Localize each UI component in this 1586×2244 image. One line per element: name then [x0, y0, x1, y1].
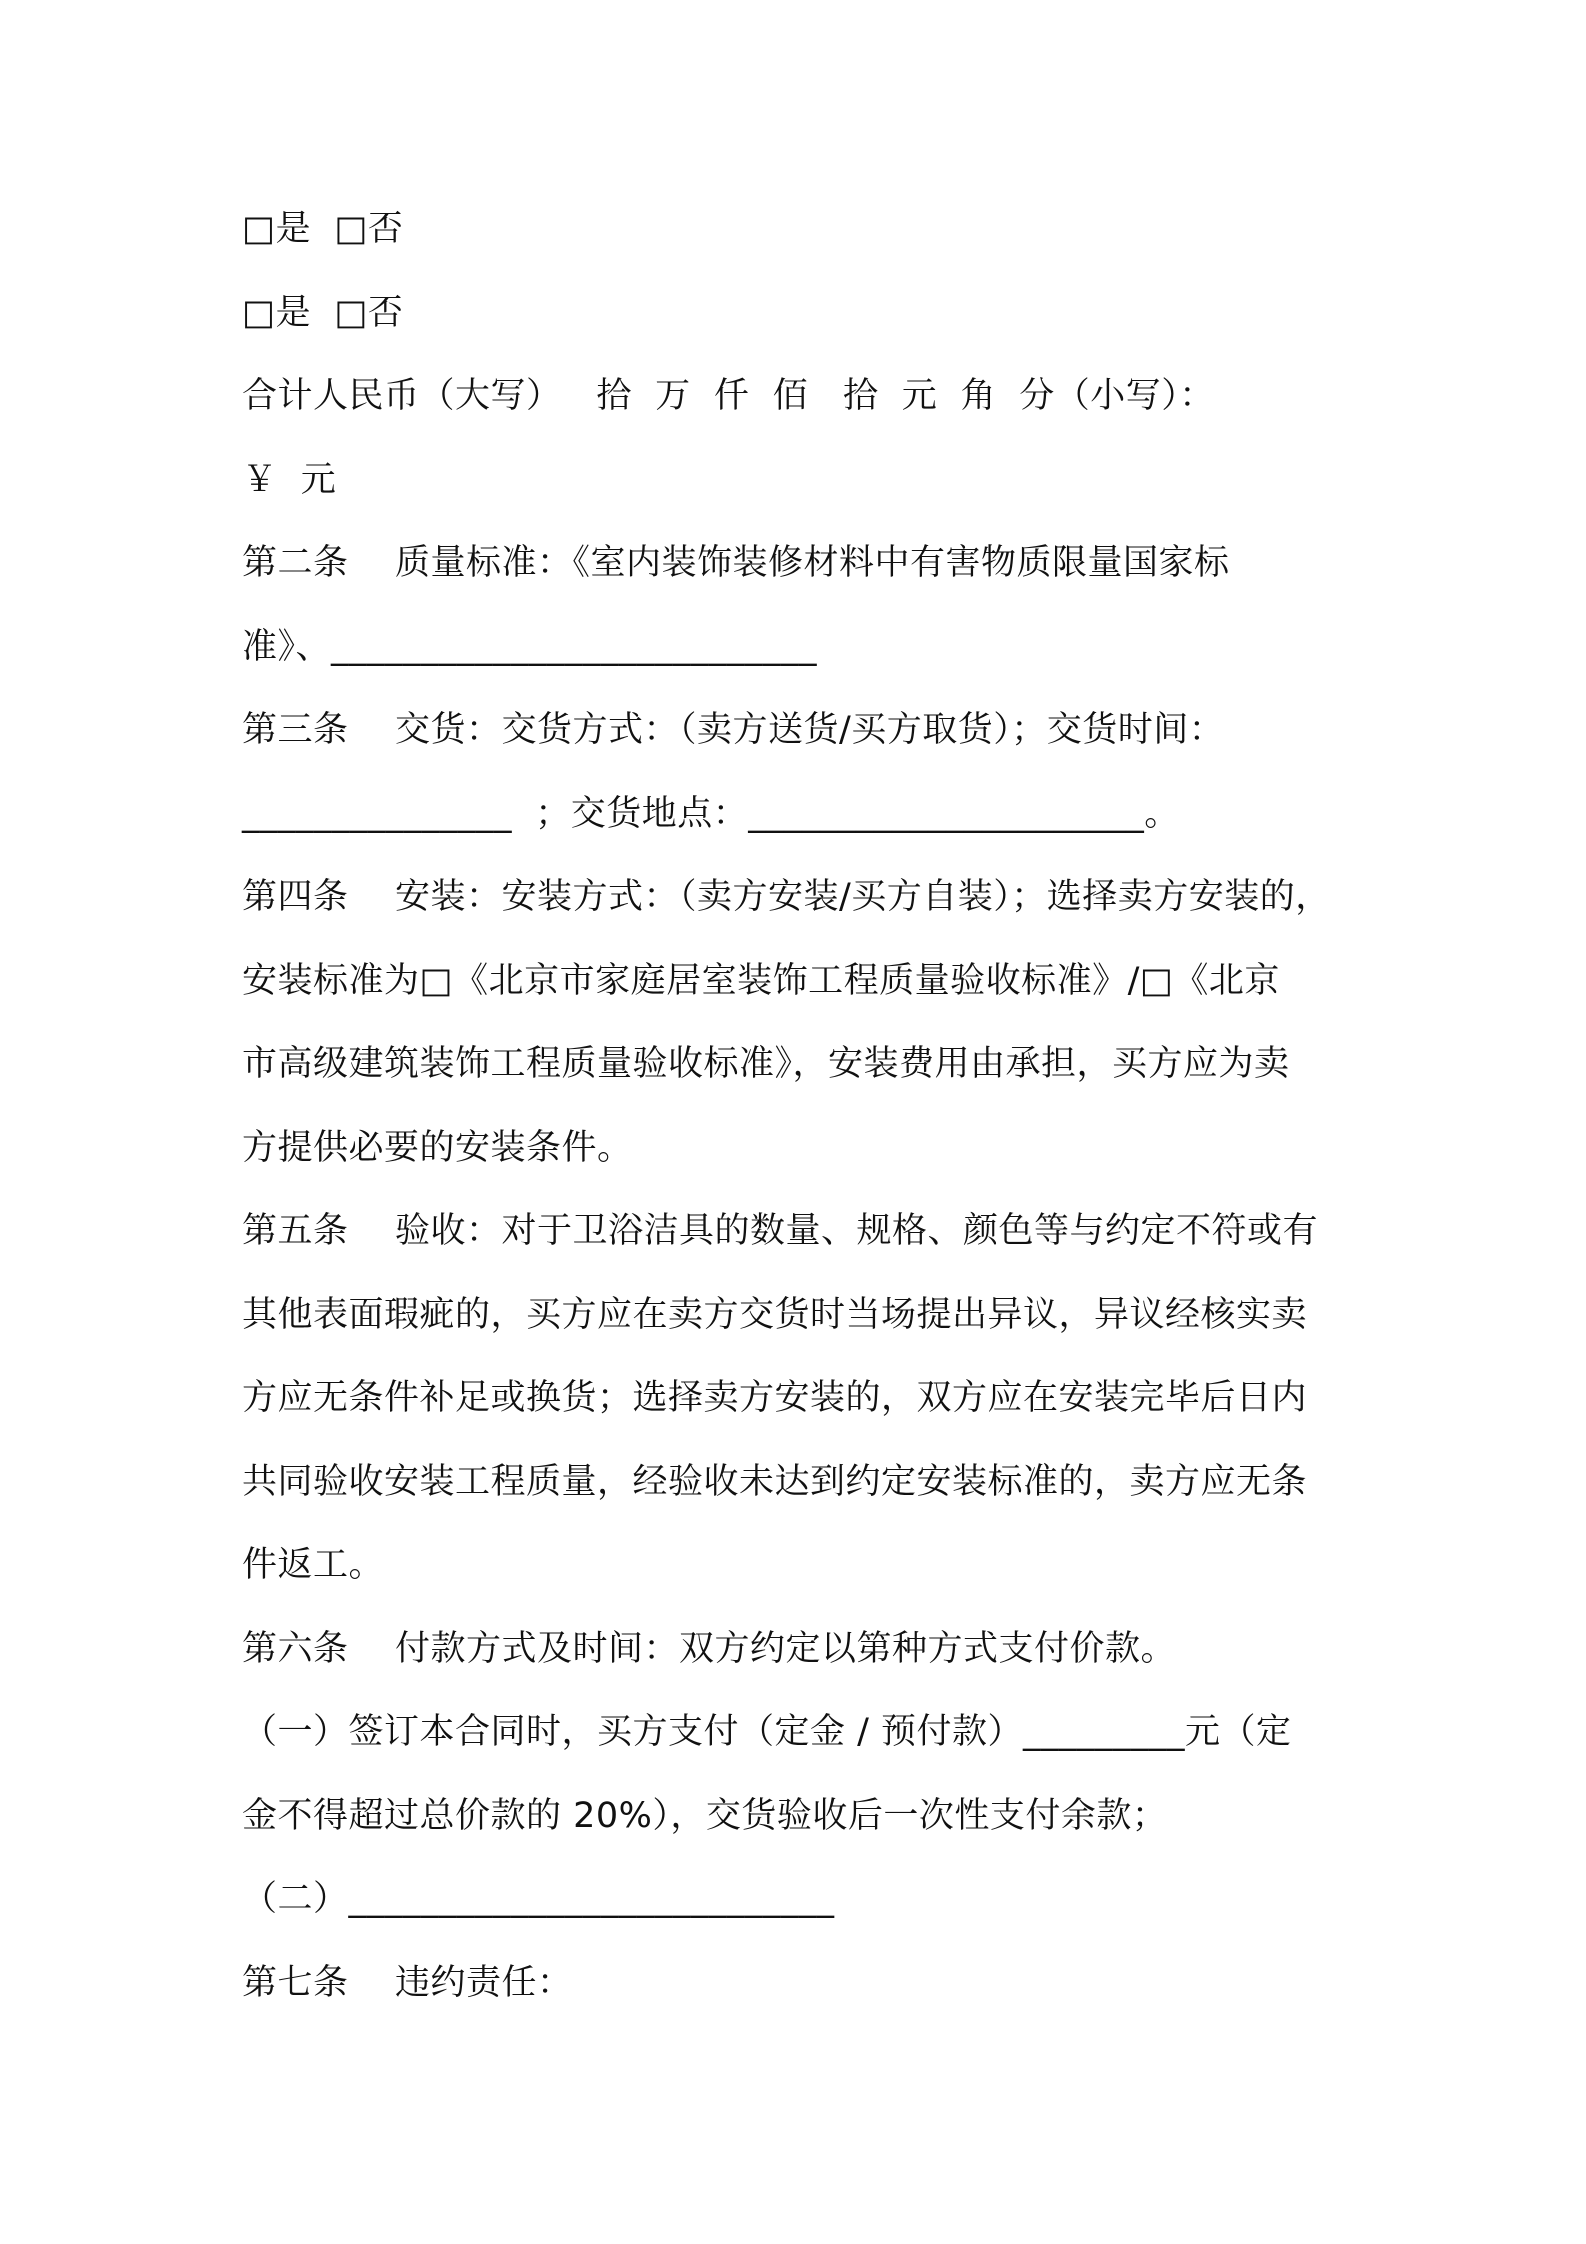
article-5-line-4: 共同验收安装工程质量，经验收未达到约定安装标准的，卖方应无条	[242, 1462, 1308, 1502]
article-2-line-1: 第二条 质量标准：《室内装饰装修材料中有害物质限量国家标	[242, 543, 1230, 583]
article-4-line-4: 方提供必要的安装条件。	[242, 1128, 633, 1168]
article-5-line-5: 件返工。	[242, 1545, 385, 1585]
article-2-line-2: 准》、___________________________	[242, 627, 818, 667]
article-6-item-1-line-2: 金不得超过总价款的 20%），交货验收后一次性支付余款；	[242, 1796, 1168, 1836]
article-3-line-1: 第三条 交货：交货方式：（卖方送货/买方取货）；交货时间：	[242, 710, 1225, 750]
yuan-symbol-line: ￥ 元	[242, 460, 337, 500]
checkbox-line-2: □是 □否	[242, 293, 404, 333]
article-7-heading: 第七条 违约责任：	[242, 1963, 573, 2003]
article-4-line-2: 安装标准为□《北京市家庭居室装饰工程质量验收标准》/□《北京	[242, 961, 1280, 1001]
article-4-line-1: 第四条 安装：安装方式：（卖方安装/买方自装）；选择卖方安装的，	[242, 877, 1331, 917]
article-4-line-3: 市高级建筑装饰工程质量验收标准》，安装费用由承担，买方应为卖	[242, 1044, 1290, 1084]
article-6-item-1-line-1: （一）签订本合同时，买方支付（定金 / 预付款）_________元（定	[242, 1712, 1292, 1752]
article-6-item-2: （二）___________________________	[242, 1879, 835, 1919]
article-3-line-2: _______________ ；交货地点：______________________。	[242, 794, 1180, 834]
article-5-line-2: 其他表面瑕疵的，买方应在卖方交货时当场提出异议，异议经核实卖	[242, 1295, 1308, 1335]
total-amount-line: 合计人民币（大写） 拾 万 仟 佰 拾 元 角 分（小写）：	[242, 376, 1215, 416]
article-6-line-1: 第六条 付款方式及时间：双方约定以第种方式支付价款。	[242, 1629, 1177, 1669]
checkbox-line-1: □是 □否	[242, 209, 404, 249]
article-5-line-1: 第五条 验收：对于卫浴洁具的数量、规格、颜色等与约定不符或有	[242, 1211, 1319, 1251]
article-5-line-3: 方应无条件补足或换货；选择卖方安装的，双方应在安装完毕后日内	[242, 1378, 1308, 1418]
